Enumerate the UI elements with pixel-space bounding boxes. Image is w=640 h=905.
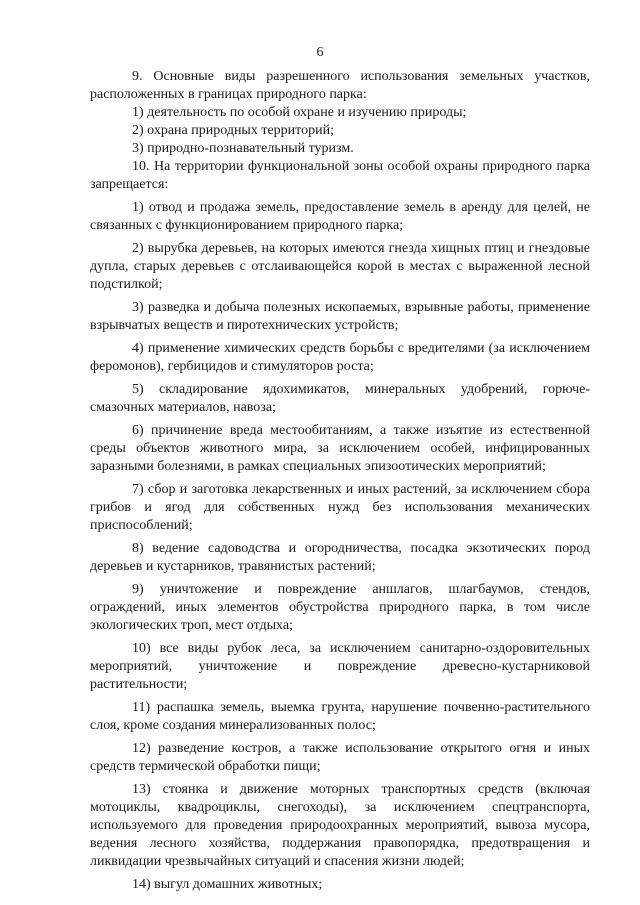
section-10-item-3: 3) разведка и добыча полезных ископаемых, взрывные работы, применение взрывчатых веществ и пиротехнических устройств;	[90, 300, 590, 333]
section-10-item-8: 8) ведение садоводства и огородничества, посадка экзотических пород деревьев и кустарников, травянистых растений;	[90, 541, 590, 574]
document-body	[90, 68, 590, 894]
section-9-item-1: 1) деятельность по особой охране и изучению природы;	[132, 105, 467, 120]
section-10-item-1: 1) отвод и продажа земель, предоставление земель в аренду для целей, не связанных с функционированием природного парка;	[90, 200, 590, 233]
section-10-item-13: 13) стоянка и движение моторных транспортных средств (включая мотоциклы, квадроциклы, снегоходы), за исключением спецтранспорта, используемого для проведения природоохранных мероприятий, вывоза мусора, ведения лесного хозяйства, поддержания правопорядка, предотвращения и ликвидации чрезвычайных ситуаций и спасения жизни людей;	[90, 782, 590, 869]
section-10-item-14: 14) выгул домашних животных;	[132, 877, 323, 892]
section-10-item-4: 4) применение химических средств борьбы с вредителями (за исключением феромонов), гербицидов и стимуляторов роста;	[90, 341, 590, 374]
section-9-heading: 9. Основные виды разрешенного использования земельных участков, расположенных в границах природного парка:	[90, 69, 590, 102]
section-10-item-7: 7) сбор и заготовка лекарственных и иных растений, за исключением сбора грибов и ягод для собственных нужд без использования механических приспособлений;	[90, 482, 590, 533]
section-10-item-11: 11) распашка земель, выемка грунта, нарушение почвенно-растительного слоя, кроме создания минерализованных полос;	[90, 700, 590, 733]
section-10-item-5: 5) складирование ядохимикатов, минеральных удобрений, горюче-смазочных материалов, навоза;	[90, 382, 590, 415]
section-10-item-12: 12) разведение костров, а также использование открытого огня и иных средств термической обработки пищи;	[90, 741, 590, 774]
section-10-item-10: 10) все виды рубок леса, за исключением санитарно-оздоровительных мероприятий, уничтожение и повреждение древесно-кустарниковой растительности;	[90, 641, 590, 692]
page-number: 6	[316, 45, 324, 60]
section-10-item-2: 2) вырубка деревьев, на которых имеются гнезда хищных птиц и гнездовые дупла, старых деревьев с отслаивающейся корой в местах с выраженной лесной подстилкой;	[90, 241, 590, 292]
section-9-item-2: 2) охрана природных территорий;	[132, 123, 334, 138]
section-9-item-3: 3) природно-познавательный туризм.	[132, 141, 354, 156]
section-10-item-9: 9) уничтожение и повреждение аншлагов, шлагбаумов, стендов, ограждений, иных элементов обустройства природного парка, в том числе экологических троп, мест отдыха;	[90, 582, 590, 633]
section-10-item-6: 6) причинение вреда местообитаниям, а также изъятие из естественной среды объектов животного мира, за исключением особей, инфицированных заразными болезнями, в рамках специальных эпизоотических мероприятий;	[90, 423, 590, 474]
section-10-heading: 10. На территории функциональной зоны особой охраны природного парка запрещается:	[90, 159, 590, 192]
